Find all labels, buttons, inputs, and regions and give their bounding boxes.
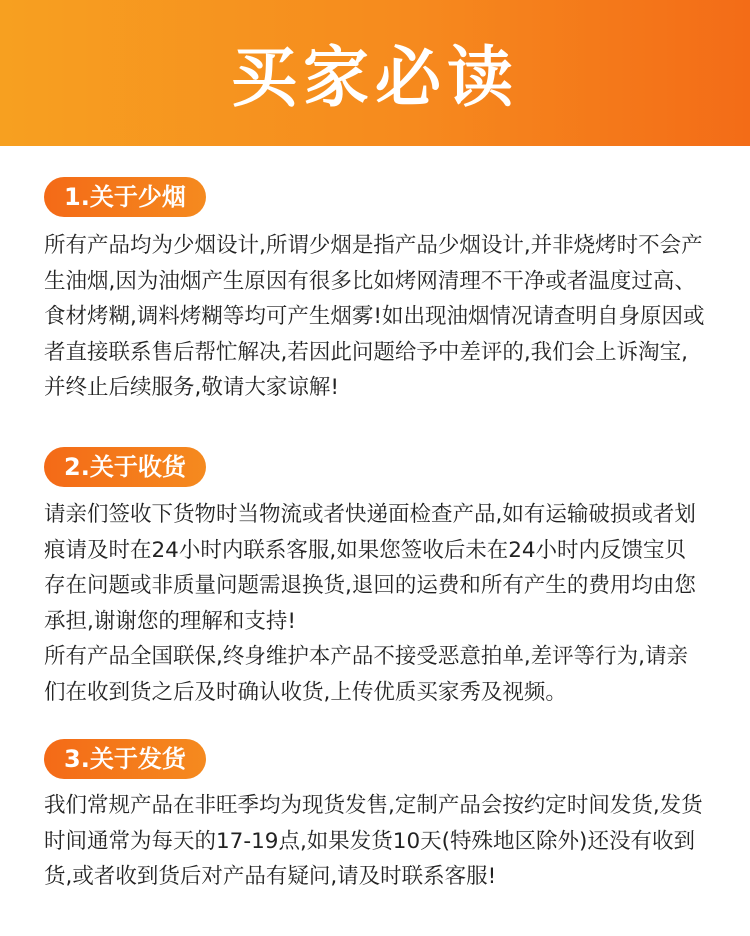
section-heading-smoke: 1.关于少烟 xyxy=(44,177,206,217)
paragraph: 所有产品均为少烟设计,所谓少烟是指产品少烟设计,并非烧烤时不会产生油烟,因为油烟产生原因有很多比如烤网清理不干净或者温度过高、食材烤糊,调料烤糊等均可产生烟雾!如出现油烟情况请查明自身原因或者直接联系售后帮忙解决,若因此问题给予中差评的,我们会上诉淘宝,并终止后续服务,敬请大家谅解! xyxy=(44,233,705,400)
page-title: 买家必读 xyxy=(231,38,519,116)
paragraph: 请亲们签收下货物时当物流或者快递面检查产品,如有运输破损或者划痕请及时在24小时内联系客服,如果您签收后未在24小时内反馈宝贝存在问题或非质量问题需退换货,退回的运费和所有产生的费用均由您承担,谢谢您的理解和支持! xyxy=(44,502,696,634)
section-body-receiving xyxy=(44,497,706,710)
section-heading-receiving: 2.关于收货 xyxy=(44,447,206,487)
header-banner xyxy=(0,0,750,146)
section-body-shipping xyxy=(44,788,706,895)
section-heading-shipping: 3.关于发货 xyxy=(44,739,206,779)
section-body-smoke xyxy=(44,228,706,406)
paragraph: 我们常规产品在非旺季均为现货发售,定制产品会按约定时间发货,发货时间通常为每天的17-19点,如果发货10天(特殊地区除外)还没有收到货,或者收到货后对产品有疑问,请及时联系客服! xyxy=(44,793,703,889)
paragraph: 所有产品全国联保,终身维护本产品不接受恶意拍单,差评等行为,请亲们在收到货之后及时确认收货,上传优质买家秀及视频。 xyxy=(44,644,689,705)
